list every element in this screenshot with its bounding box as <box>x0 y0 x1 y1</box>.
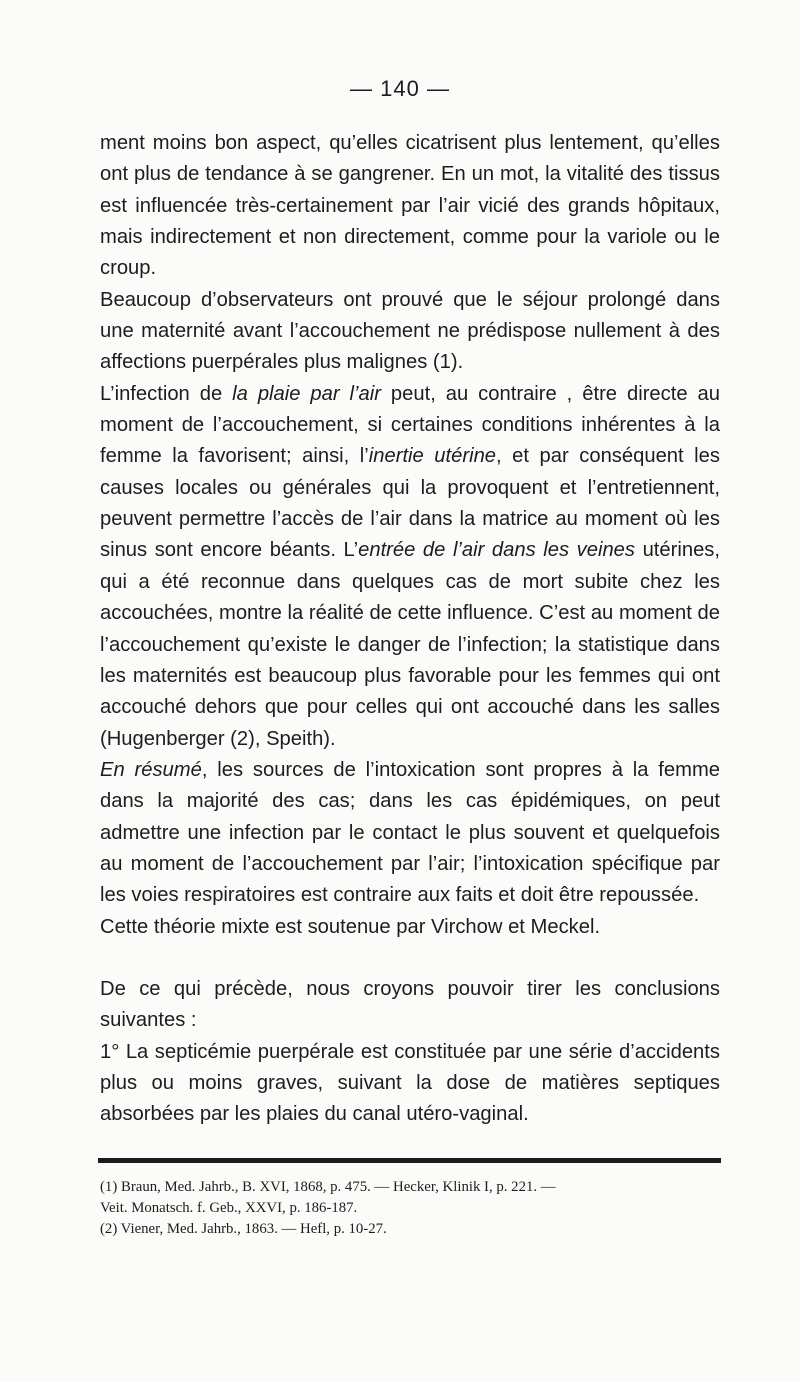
paragraph-3-text-d: utérines, qui a été reconnue dans quelques cas de mort subite chez les accouchées, montre la réalité de cette influence. C’est au moment de l’accouchement qu’existe le danger de l’infection; la statistique dans les maternités est beaucoup plus favorable pour les femmes qui ont accouché dehors que pour celles qui ont accouché dans les salles (Hugenberger (2), Speith). <box>100 539 720 750</box>
paragraph-1: ment moins bon aspect, qu’elles cicatrisent plus lentement, qu’elles ont plus de tendance à se gangrener. En un mot, la vitalité des tissus est influencée très-certainement par l’air vicié des grands hôpitaux, mais indirectement et non directement, comme pour la variole ou le croup. <box>100 132 720 280</box>
paragraph-3-text-c: , et par conséquent les causes locales ou générales qui la provoquent et l’entretiennent, peuvent permettre l’accès de l’air dans la matrice au moment où les sinus sont encore béants. L’ <box>100 445 720 562</box>
footnotes <box>100 1177 718 1240</box>
footnote-divider <box>98 1158 721 1163</box>
italic-phrase-entree: entrée de l’air dans les veines <box>358 539 635 562</box>
footnote-2: (2) Viener, Med. Jahrb., 1863. — Hefl, p. 10-27. <box>100 1221 387 1237</box>
italic-phrase-plaie: la plaie par l’air <box>232 382 381 405</box>
italic-phrase-inertie: inertie utérine <box>368 445 497 468</box>
page-number: — 140 — <box>350 76 450 101</box>
paragraph-7: 1° La septicémie puerpérale est constituée par une série d’accidents plus ou moins graves, suivant la dose de matières septiques absorbées par les plaies du canal utéro-vaginal. <box>100 1040 720 1126</box>
paragraph-3-text-b: peut, au contraire , être directe au moment de l’accouchement, si certaines conditions inhérentes à la femme la favorisent; ainsi, l’ <box>100 382 720 468</box>
paragraph-4 <box>100 755 720 912</box>
paragraph-6: De ce qui précède, nous croyons pouvoir tirer les conclusions suivantes : <box>100 977 720 1032</box>
paragraph-2: Beaucoup d’observateurs ont prouvé que le séjour prolongé dans une maternité avant l’accouchement ne prédispose nullement à des affections puerpérales plus malignes (1). <box>100 288 720 374</box>
paragraph-3-text-a: L’infection de <box>100 382 233 405</box>
footnote-1-line-1: (1) Braun, Med. Jahrb., B. XVI, 1868, p. 475. — Hecker, Klinik I, p. 221. — <box>100 1179 556 1195</box>
paragraph-4-text: , les sources de l’intoxication sont propres à la femme dans la majorité des cas; dans les cas épidémiques, on peut admettre une infection par le contact le plus souvent et quelquefois au moment de l’accouchement par l’air; l’intoxication spécifique par les voies respiratoires est contraire aux faits et doit être repoussée. <box>100 758 720 907</box>
footnote-1-line-2: Veit. Monatsch. f. Geb., XXVI, p. 186-187. <box>100 1200 358 1216</box>
paragraph-5: Cette théorie mixte est soutenue par Virchow et Meckel. <box>100 915 601 938</box>
main-text <box>100 128 720 1131</box>
paragraph-3 <box>100 379 720 755</box>
italic-phrase-resume: En résumé <box>100 758 202 781</box>
